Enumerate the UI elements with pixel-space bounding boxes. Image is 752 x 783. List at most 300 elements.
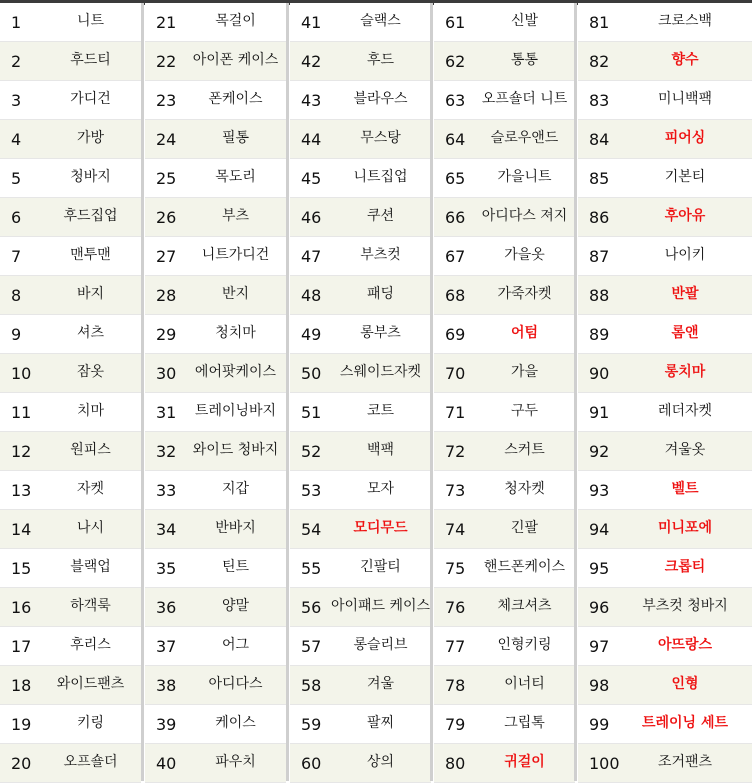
rank-number: 58 xyxy=(301,676,322,695)
keyword-row[interactable] xyxy=(434,354,575,393)
rank-column xyxy=(290,3,431,781)
rank-number: 86 xyxy=(589,208,610,227)
keyword-row[interactable] xyxy=(578,159,752,198)
keyword-row[interactable] xyxy=(145,432,286,471)
keyword-label[interactable]: 와이드 청바지 xyxy=(192,442,279,458)
keyword-row[interactable] xyxy=(578,237,752,276)
rank-number: 31 xyxy=(156,403,177,422)
rank-number: 43 xyxy=(301,91,322,110)
rank-column xyxy=(0,3,141,781)
rank-number: 47 xyxy=(301,247,322,266)
rank-number: 81 xyxy=(589,13,610,32)
keyword-row[interactable] xyxy=(290,237,431,276)
rank-number: 9 xyxy=(11,325,22,344)
keyword-row[interactable] xyxy=(434,276,575,315)
keyword-label[interactable]: 니트가디건 xyxy=(201,247,270,263)
keyword-row[interactable] xyxy=(578,471,752,510)
rank-number: 90 xyxy=(589,364,610,383)
rank-number: 91 xyxy=(589,403,610,422)
keyword-label[interactable]: 와이드팬츠 xyxy=(56,676,125,692)
keyword-label[interactable]: 반바지 xyxy=(215,520,256,536)
keyword-row[interactable] xyxy=(434,705,575,744)
keyword-row[interactable] xyxy=(578,315,752,354)
rank-number: 7 xyxy=(11,247,22,266)
keyword-label[interactable]: 어그 xyxy=(221,637,250,653)
rank-number: 52 xyxy=(301,442,322,461)
keyword-row[interactable] xyxy=(578,744,752,783)
keyword-row[interactable] xyxy=(0,705,141,744)
keyword-label[interactable]: 이너티 xyxy=(504,676,545,692)
keyword-label[interactable]: 롱슬리브 xyxy=(353,637,408,653)
rank-number: 41 xyxy=(301,13,322,32)
keyword-row[interactable] xyxy=(290,393,431,432)
keyword-label[interactable]: 체크셔츠 xyxy=(497,598,552,614)
keyword-label[interactable]: 상의 xyxy=(366,754,395,770)
rank-number: 32 xyxy=(156,442,177,461)
keyword-row[interactable] xyxy=(0,315,141,354)
rank-number: 64 xyxy=(445,130,466,149)
keyword-row[interactable] xyxy=(578,432,752,471)
column-separator xyxy=(430,3,433,781)
keyword-row[interactable] xyxy=(290,432,431,471)
rank-number: 28 xyxy=(156,286,177,305)
keyword-row[interactable] xyxy=(290,81,431,120)
keyword-row[interactable] xyxy=(290,42,431,81)
keyword-row[interactable] xyxy=(578,3,752,42)
keyword-row[interactable] xyxy=(290,666,431,705)
keyword-label[interactable]: 레더자켓 xyxy=(657,403,713,419)
keyword-label[interactable]: 원피스 xyxy=(70,442,111,458)
keyword-label[interactable]: 조거팬츠 xyxy=(657,754,713,770)
keyword-label[interactable]: 양말 xyxy=(221,598,250,614)
keyword-row[interactable] xyxy=(145,744,286,783)
keyword-label[interactable]: 통통 xyxy=(510,52,539,68)
keyword-row[interactable] xyxy=(0,198,141,237)
rank-number: 68 xyxy=(445,286,466,305)
keyword-row[interactable] xyxy=(145,120,286,159)
keyword-label[interactable]: 미니포에 xyxy=(657,520,713,536)
rank-number: 37 xyxy=(156,637,177,656)
keyword-label[interactable]: 패딩 xyxy=(366,286,395,302)
rank-number: 14 xyxy=(11,520,32,539)
keyword-label[interactable]: 백팩 xyxy=(366,442,395,458)
keyword-row[interactable] xyxy=(434,237,575,276)
keyword-label[interactable]: 필통 xyxy=(221,130,250,146)
rank-number: 85 xyxy=(589,169,610,188)
keyword-row[interactable] xyxy=(0,588,141,627)
keyword-label[interactable]: 하객룩 xyxy=(70,598,111,614)
rank-number: 56 xyxy=(301,598,322,617)
keyword-label[interactable]: 향수 xyxy=(671,52,699,68)
keyword-label[interactable]: 모디무드 xyxy=(353,520,408,536)
rank-number: 5 xyxy=(11,169,22,188)
keyword-label[interactable]: 피어싱 xyxy=(664,130,706,146)
keyword-row[interactable] xyxy=(290,120,431,159)
keyword-label[interactable]: 아뜨랑스 xyxy=(657,637,713,653)
rank-number: 24 xyxy=(156,130,177,149)
keyword-label[interactable]: 후드티 xyxy=(70,52,111,68)
rank-number: 49 xyxy=(301,325,322,344)
keyword-label[interactable]: 케이스 xyxy=(215,715,256,731)
keyword-label[interactable]: 오프숄더 xyxy=(63,754,118,770)
rank-number: 33 xyxy=(156,481,177,500)
keyword-label[interactable]: 어텀 xyxy=(510,325,539,341)
keyword-label[interactable]: 긴팔티 xyxy=(360,559,401,575)
keyword-label[interactable]: 반팔 xyxy=(671,286,699,302)
keyword-label[interactable]: 에어팟케이스 xyxy=(194,364,277,380)
keyword-label[interactable]: 그립톡 xyxy=(504,715,545,731)
keyword-row[interactable] xyxy=(578,393,752,432)
rank-number: 4 xyxy=(11,130,22,149)
keyword-row[interactable] xyxy=(434,510,575,549)
keyword-row[interactable] xyxy=(145,471,286,510)
keyword-label[interactable]: 부츠 xyxy=(221,208,250,224)
rank-number: 80 xyxy=(445,754,466,773)
keyword-row[interactable] xyxy=(578,510,752,549)
keyword-row[interactable] xyxy=(434,549,575,588)
keyword-row[interactable] xyxy=(434,588,575,627)
keyword-label[interactable]: 맨투맨 xyxy=(70,247,111,263)
keyword-label[interactable]: 치마 xyxy=(76,403,105,419)
keyword-label[interactable]: 목걸이 xyxy=(215,13,256,29)
rank-number: 77 xyxy=(445,637,466,656)
keyword-row[interactable] xyxy=(0,276,141,315)
rank-number: 54 xyxy=(301,520,322,539)
keyword-row[interactable] xyxy=(290,354,431,393)
keyword-label[interactable]: 청바지 xyxy=(70,169,111,185)
rank-number: 2 xyxy=(11,52,22,71)
keyword-label[interactable]: 잠옷 xyxy=(76,364,105,380)
keyword-row[interactable] xyxy=(145,81,286,120)
keyword-row[interactable] xyxy=(145,354,286,393)
rank-number: 88 xyxy=(589,286,610,305)
keyword-label[interactable]: 롱부츠 xyxy=(360,325,401,341)
keyword-label[interactable]: 청치마 xyxy=(215,325,256,341)
rank-number: 95 xyxy=(589,559,610,578)
keyword-row[interactable] xyxy=(145,666,286,705)
keyword-row[interactable] xyxy=(434,198,575,237)
rank-number: 36 xyxy=(156,598,177,617)
keyword-label[interactable]: 신발 xyxy=(510,13,539,29)
keyword-label[interactable]: 가방 xyxy=(76,130,105,146)
keyword-label[interactable]: 니트집업 xyxy=(353,169,408,185)
keyword-label[interactable]: 귀걸이 xyxy=(504,754,545,770)
rank-number: 19 xyxy=(11,715,32,734)
rank-number: 92 xyxy=(589,442,610,461)
keyword-row[interactable] xyxy=(0,510,141,549)
keyword-row[interactable] xyxy=(578,81,752,120)
keyword-label[interactable]: 겨울옷 xyxy=(664,442,706,458)
keyword-row[interactable] xyxy=(434,744,575,783)
column-separator xyxy=(286,3,289,781)
rank-number: 42 xyxy=(301,52,322,71)
keyword-row[interactable] xyxy=(0,666,141,705)
rank-number: 27 xyxy=(156,247,177,266)
keyword-label[interactable]: 슬랙스 xyxy=(360,13,401,29)
keyword-row[interactable] xyxy=(434,315,575,354)
rank-number: 12 xyxy=(11,442,32,461)
keyword-label[interactable]: 키링 xyxy=(76,715,105,731)
keyword-row[interactable] xyxy=(434,393,575,432)
keyword-label[interactable]: 가을니트 xyxy=(497,169,552,185)
keyword-row[interactable] xyxy=(0,471,141,510)
keyword-row[interactable] xyxy=(578,354,752,393)
keyword-label[interactable]: 아이패드 케이스 xyxy=(330,598,431,614)
keyword-row[interactable] xyxy=(145,627,286,666)
keyword-row[interactable] xyxy=(434,3,575,42)
keyword-label[interactable]: 쿠션 xyxy=(366,208,395,224)
rank-number: 3 xyxy=(11,91,22,110)
rank-number: 89 xyxy=(589,325,610,344)
rank-number: 59 xyxy=(301,715,322,734)
keyword-row[interactable] xyxy=(0,432,141,471)
rank-number: 55 xyxy=(301,559,322,578)
keyword-label[interactable]: 오프숄더 니트 xyxy=(481,91,568,107)
column-separator xyxy=(574,3,577,781)
rank-number: 98 xyxy=(589,676,610,695)
keyword-label[interactable]: 후드집업 xyxy=(63,208,118,224)
keyword-row[interactable] xyxy=(578,42,752,81)
keyword-label[interactable]: 가을옷 xyxy=(504,247,545,263)
keyword-label[interactable]: 바지 xyxy=(76,286,105,302)
keyword-label[interactable]: 겨울 xyxy=(366,676,395,692)
keyword-label[interactable]: 벨트 xyxy=(671,481,699,497)
keyword-row[interactable] xyxy=(434,42,575,81)
keyword-row[interactable] xyxy=(0,393,141,432)
keyword-label[interactable]: 지갑 xyxy=(221,481,250,497)
keyword-row[interactable] xyxy=(0,237,141,276)
rank-number: 82 xyxy=(589,52,610,71)
rank-number: 30 xyxy=(156,364,177,383)
rank-number: 62 xyxy=(445,52,466,71)
rank-number: 94 xyxy=(589,520,610,539)
keyword-row[interactable] xyxy=(290,510,431,549)
keyword-row[interactable] xyxy=(145,159,286,198)
keyword-label[interactable]: 아디다스 xyxy=(208,676,263,692)
keyword-label[interactable]: 크로스백 xyxy=(657,13,713,29)
keyword-label[interactable]: 가디건 xyxy=(70,91,111,107)
rank-number: 97 xyxy=(589,637,610,656)
rank-number: 50 xyxy=(301,364,322,383)
keyword-row[interactable] xyxy=(434,120,575,159)
rank-number: 87 xyxy=(589,247,610,266)
keyword-row[interactable] xyxy=(290,705,431,744)
keyword-label[interactable]: 가을 xyxy=(510,364,539,380)
keyword-label[interactable]: 롱치마 xyxy=(664,364,706,380)
keyword-row[interactable] xyxy=(0,42,141,81)
keyword-label[interactable]: 후드 xyxy=(366,52,395,68)
keyword-label[interactable]: 부츠컷 청바지 xyxy=(642,598,728,614)
keyword-label[interactable]: 스웨이드자켓 xyxy=(339,364,422,380)
keyword-row[interactable] xyxy=(578,549,752,588)
keyword-row[interactable] xyxy=(145,3,286,42)
rank-number: 69 xyxy=(445,325,466,344)
keyword-row[interactable] xyxy=(434,627,575,666)
keyword-row[interactable] xyxy=(290,744,431,783)
keyword-label[interactable]: 틴트 xyxy=(221,559,250,575)
keyword-row[interactable] xyxy=(0,3,141,42)
keyword-label[interactable]: 구두 xyxy=(510,403,539,419)
keyword-label[interactable]: 나이키 xyxy=(664,247,706,263)
keyword-label[interactable]: 목도리 xyxy=(215,169,256,185)
keyword-label[interactable]: 긴팔 xyxy=(510,520,539,536)
keyword-row[interactable] xyxy=(578,627,752,666)
rank-number: 40 xyxy=(156,754,177,773)
keyword-row[interactable] xyxy=(0,120,141,159)
rank-number: 70 xyxy=(445,364,466,383)
keyword-label[interactable]: 기본티 xyxy=(664,169,706,185)
keyword-row[interactable] xyxy=(290,276,431,315)
keyword-row[interactable] xyxy=(0,354,141,393)
keyword-label[interactable]: 가죽자켓 xyxy=(497,286,552,302)
keyword-row[interactable] xyxy=(0,549,141,588)
keyword-row[interactable] xyxy=(0,81,141,120)
keyword-label[interactable]: 후아유 xyxy=(664,208,706,224)
rank-number: 72 xyxy=(445,442,466,461)
keyword-row[interactable] xyxy=(145,588,286,627)
rank-number: 26 xyxy=(156,208,177,227)
keyword-label[interactable]: 트레이닝바지 xyxy=(194,403,277,419)
rank-number: 83 xyxy=(589,91,610,110)
rank-number: 74 xyxy=(445,520,466,539)
keyword-row[interactable] xyxy=(145,393,286,432)
keyword-label[interactable]: 자켓 xyxy=(76,481,105,497)
rank-number: 79 xyxy=(445,715,466,734)
rank-number: 93 xyxy=(589,481,610,500)
keyword-row[interactable] xyxy=(578,198,752,237)
keyword-row[interactable] xyxy=(290,159,431,198)
keyword-label[interactable]: 크롭티 xyxy=(664,559,706,575)
keyword-row[interactable] xyxy=(145,510,286,549)
keyword-label[interactable]: 스커트 xyxy=(504,442,545,458)
keyword-label[interactable]: 인형 xyxy=(671,676,699,692)
rank-number: 6 xyxy=(11,208,22,227)
keyword-row[interactable] xyxy=(145,705,286,744)
rank-number: 44 xyxy=(301,130,322,149)
rank-number: 78 xyxy=(445,676,466,695)
rank-number: 35 xyxy=(156,559,177,578)
keyword-label[interactable]: 롬앤 xyxy=(671,325,699,341)
keyword-row[interactable] xyxy=(434,666,575,705)
keyword-label[interactable]: 블라우스 xyxy=(353,91,408,107)
keyword-row[interactable] xyxy=(578,120,752,159)
keyword-row[interactable] xyxy=(434,159,575,198)
keyword-label[interactable]: 미니백팩 xyxy=(657,91,713,107)
keyword-label[interactable]: 청자켓 xyxy=(504,481,545,497)
keyword-label[interactable]: 무스탕 xyxy=(360,130,401,146)
rank-number: 11 xyxy=(11,403,32,422)
keyword-row[interactable] xyxy=(578,276,752,315)
keyword-row[interactable] xyxy=(434,471,575,510)
keyword-row[interactable] xyxy=(290,198,431,237)
keyword-row[interactable] xyxy=(434,432,575,471)
keyword-row[interactable] xyxy=(145,276,286,315)
keyword-label[interactable]: 블랙업 xyxy=(70,559,111,575)
keyword-label[interactable]: 코트 xyxy=(366,403,395,419)
rank-number: 61 xyxy=(445,13,466,32)
keyword-label[interactable]: 모자 xyxy=(366,481,395,497)
keyword-row[interactable] xyxy=(578,705,752,744)
keyword-label[interactable]: 팔찌 xyxy=(366,715,395,731)
rank-number: 45 xyxy=(301,169,322,188)
rank-number: 71 xyxy=(445,403,466,422)
keyword-label[interactable]: 트레이닝 세트 xyxy=(641,715,729,731)
rank-number: 96 xyxy=(589,598,610,617)
rank-column xyxy=(434,3,575,781)
rank-column xyxy=(145,3,286,781)
keyword-row[interactable] xyxy=(145,315,286,354)
keyword-ranking-table xyxy=(0,3,752,781)
rank-number: 10 xyxy=(11,364,32,383)
rank-number: 53 xyxy=(301,481,322,500)
keyword-row[interactable] xyxy=(578,588,752,627)
keyword-label[interactable]: 후리스 xyxy=(70,637,111,653)
rank-number: 39 xyxy=(156,715,177,734)
keyword-label[interactable]: 셔츠 xyxy=(76,325,105,341)
rank-number: 67 xyxy=(445,247,466,266)
keyword-label[interactable]: 반지 xyxy=(221,286,250,302)
keyword-row[interactable] xyxy=(290,3,431,42)
keyword-row[interactable] xyxy=(145,42,286,81)
keyword-label[interactable]: 부츠컷 xyxy=(360,247,401,263)
keyword-label[interactable]: 슬로우앤드 xyxy=(490,130,559,146)
rank-number: 63 xyxy=(445,91,466,110)
keyword-row[interactable] xyxy=(0,159,141,198)
keyword-row[interactable] xyxy=(290,588,431,627)
keyword-row[interactable] xyxy=(290,549,431,588)
keyword-row[interactable] xyxy=(290,627,431,666)
keyword-label[interactable]: 나시 xyxy=(76,520,105,536)
rank-number: 46 xyxy=(301,208,322,227)
keyword-row[interactable] xyxy=(145,198,286,237)
keyword-label[interactable]: 아디다스 져지 xyxy=(481,208,568,224)
keyword-row[interactable] xyxy=(578,666,752,705)
rank-number: 66 xyxy=(445,208,466,227)
keyword-row[interactable] xyxy=(0,627,141,666)
rank-number: 25 xyxy=(156,169,177,188)
keyword-row[interactable] xyxy=(434,81,575,120)
rank-number: 17 xyxy=(11,637,32,656)
rank-number: 84 xyxy=(589,130,610,149)
rank-number: 21 xyxy=(156,13,177,32)
keyword-label[interactable]: 아이폰 케이스 xyxy=(192,52,279,68)
rank-number: 76 xyxy=(445,598,466,617)
rank-number: 60 xyxy=(301,754,322,773)
keyword-label[interactable]: 핸드폰케이스 xyxy=(483,559,566,575)
keyword-label[interactable]: 인형키링 xyxy=(497,637,552,653)
keyword-label[interactable]: 니트 xyxy=(76,13,105,29)
keyword-row[interactable] xyxy=(290,315,431,354)
keyword-row[interactable] xyxy=(0,744,141,783)
rank-number: 57 xyxy=(301,637,322,656)
keyword-row[interactable] xyxy=(290,471,431,510)
rank-number: 16 xyxy=(11,598,32,617)
rank-number: 8 xyxy=(11,286,22,305)
rank-number: 100 xyxy=(589,754,620,773)
rank-number: 15 xyxy=(11,559,32,578)
rank-number: 48 xyxy=(301,286,322,305)
rank-number: 75 xyxy=(445,559,466,578)
rank-column xyxy=(578,3,752,781)
keyword-label[interactable]: 폰케이스 xyxy=(208,91,263,107)
rank-number: 23 xyxy=(156,91,177,110)
rank-number: 38 xyxy=(156,676,177,695)
keyword-row[interactable] xyxy=(145,237,286,276)
rank-number: 73 xyxy=(445,481,466,500)
rank-number: 18 xyxy=(11,676,32,695)
keyword-row[interactable] xyxy=(145,549,286,588)
keyword-label[interactable]: 파우치 xyxy=(215,754,256,770)
